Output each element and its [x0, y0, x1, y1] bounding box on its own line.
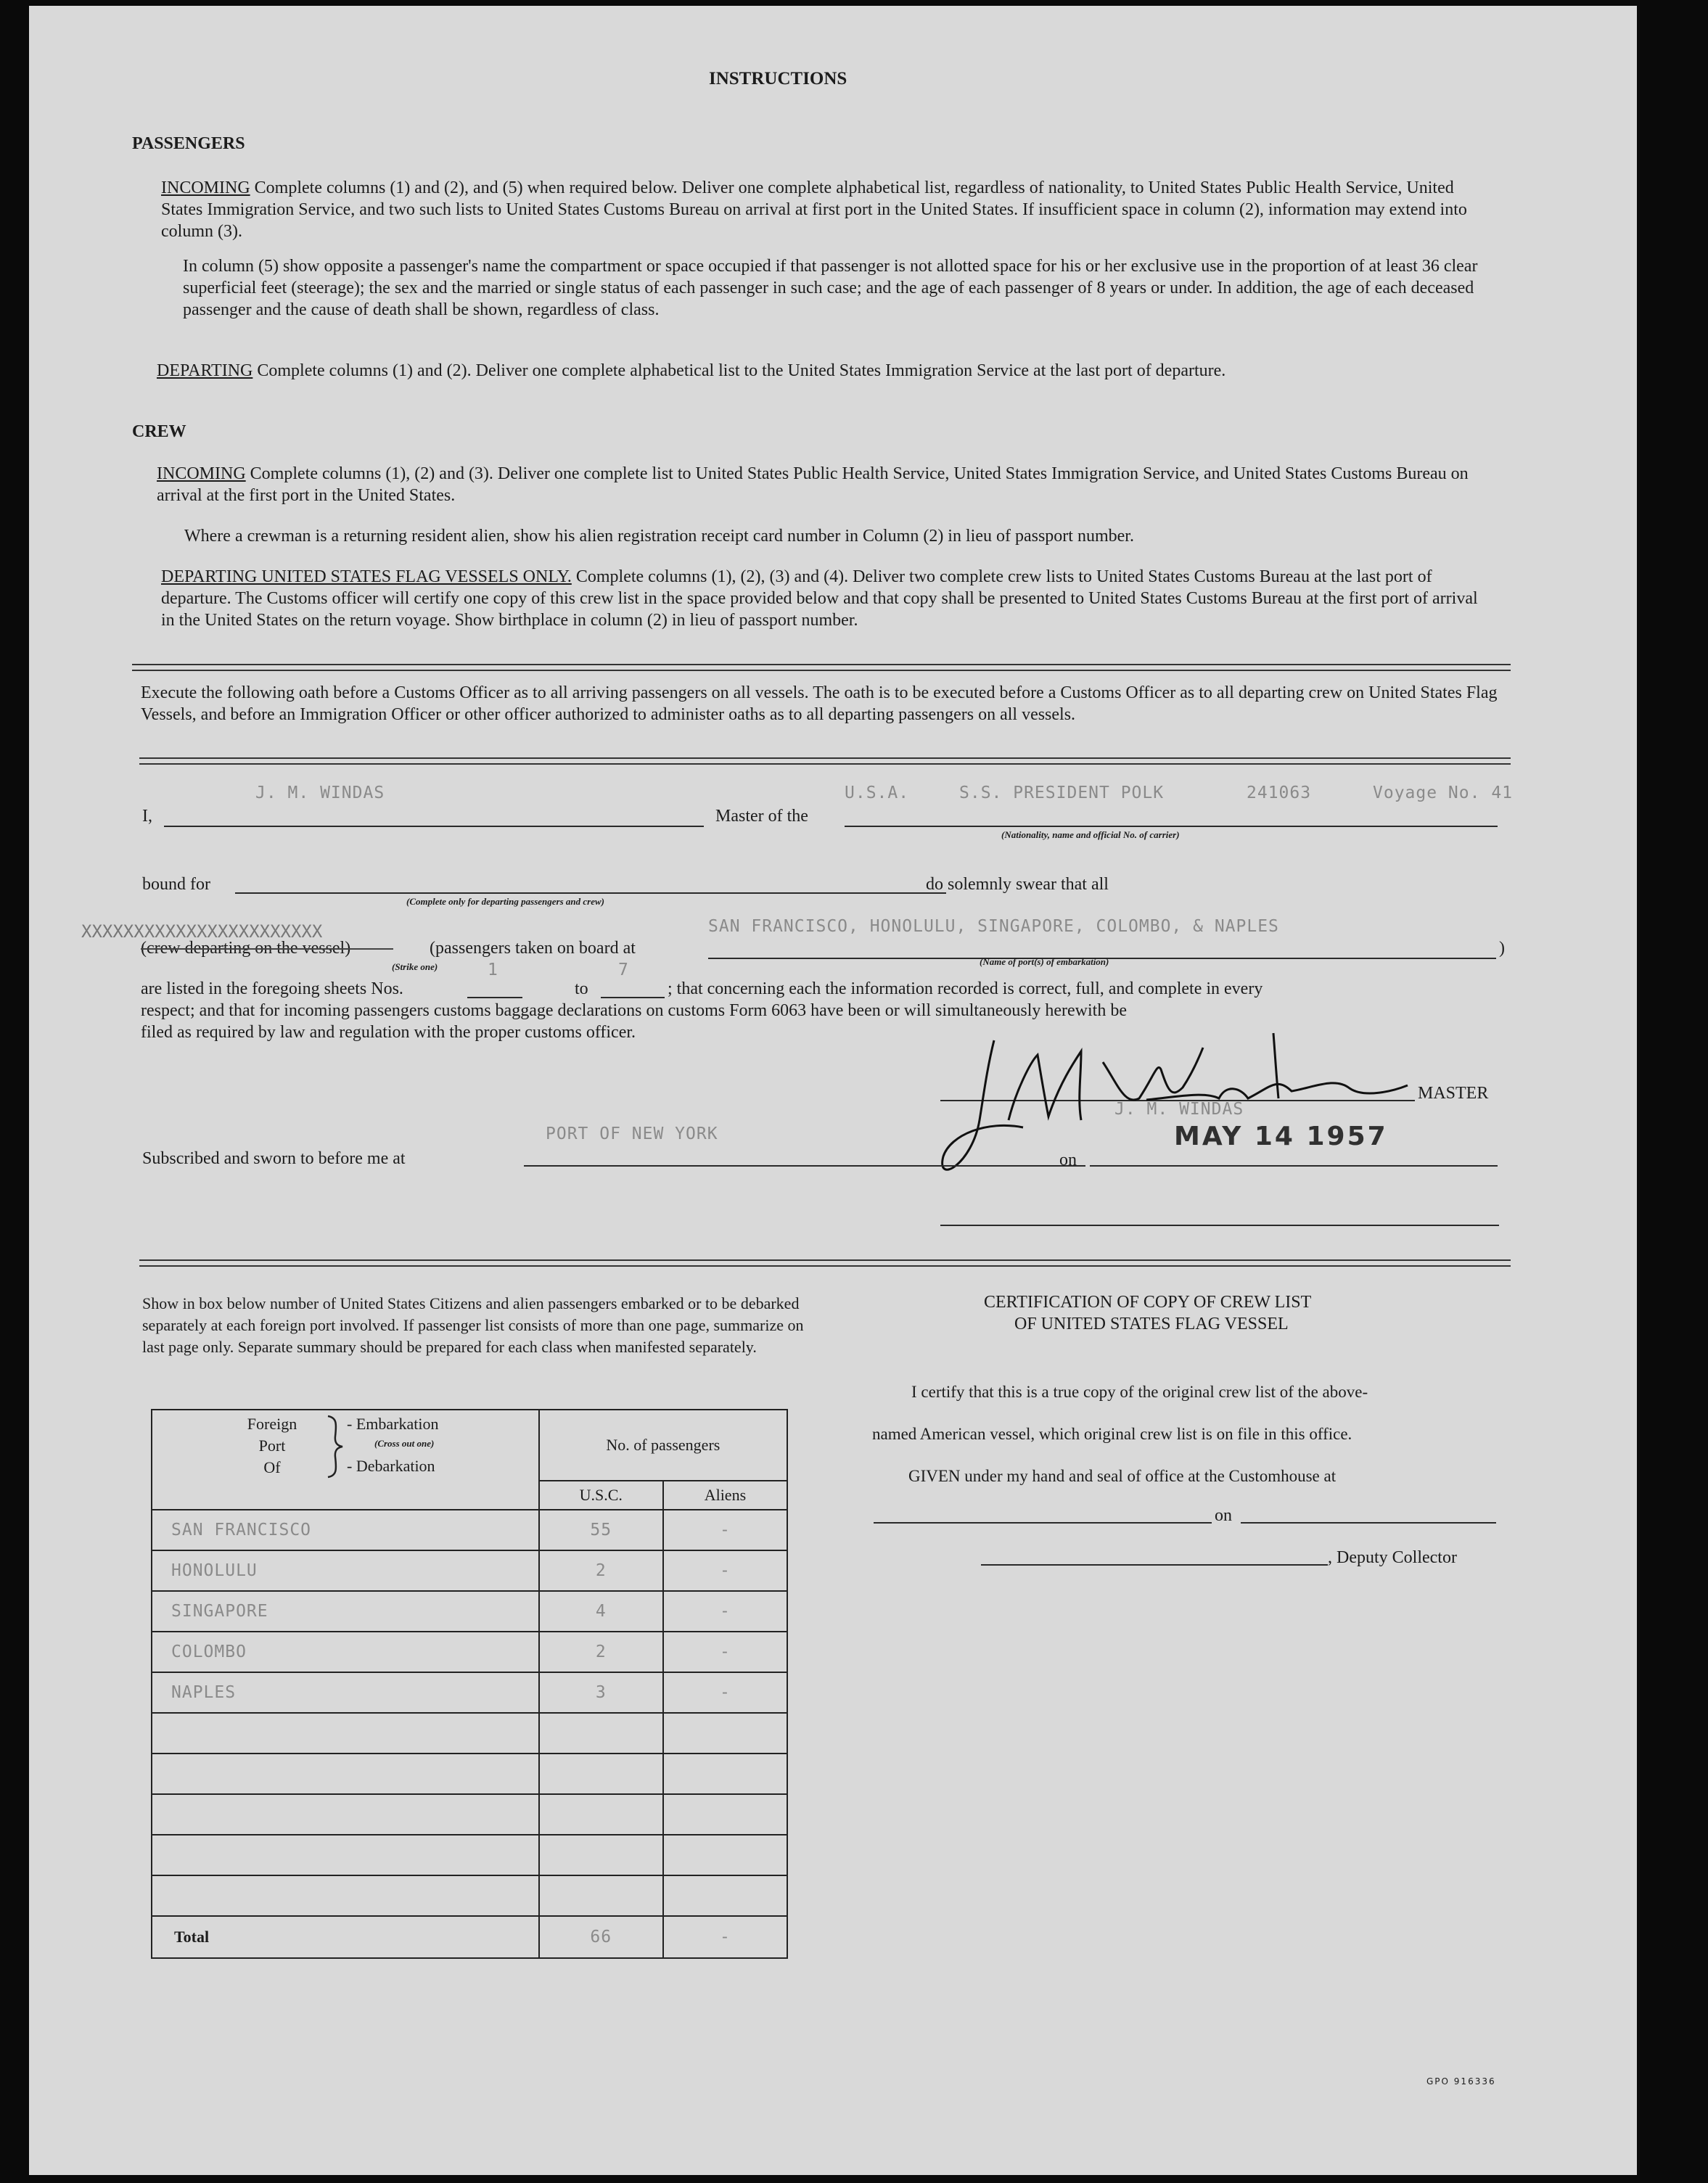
sheet-from-line: [467, 997, 522, 998]
divider-rule: [139, 757, 1511, 765]
crew-incoming-text: Complete columns (1), (2) and (3). Deliver one complete list to United States Public Health Service, United States Immigration Service, and United States Customs Bureau on arrival at the first port in the United States.: [157, 464, 1469, 505]
embarkation-ports: SAN FRANCISCO, HONOLULU, SINGAPORE, COLOMBO, & NAPLES: [708, 917, 1279, 936]
sworn-port: PORT OF NEW YORK: [546, 1125, 718, 1143]
crew-resident-paragraph: Where a crewman is a returning resident alien, show his alien registration receipt card number in Column (2) in lieu of passport number.: [184, 527, 1134, 546]
passengers-departing-label: DEPARTING: [157, 361, 253, 380]
certification-line-2: named American vessel, which original crew list is on file in this office.: [872, 1425, 1352, 1443]
page-title: INSTRUCTIONS: [709, 69, 847, 89]
total-label: Total: [152, 1916, 539, 1958]
customhouse-line: [874, 1522, 1212, 1524]
vessel-nationality: U.S.A.: [845, 784, 910, 802]
crew-departing-text: Complete columns (1), (2), (3) and (4). Deliver two complete crew lists to United States Customs Bureau at the last port of departure. The Customs officer will certify one copy of this crew list in the space provided below and that copy shall be presented to United States Customs Bureau at the first port of arrival in the United States on the return voyage. Show birthplace in column (2) in lieu of passport number.: [161, 567, 1478, 630]
port-cell: SAN FRANCISCO: [171, 1521, 312, 1539]
strike-caption: (Strike one): [392, 961, 438, 972]
port-header: [232, 1413, 312, 1479]
aliens-cell: [663, 1835, 787, 1875]
port-cell: NAPLES: [171, 1683, 237, 1702]
aliens-header: Aliens: [663, 1481, 787, 1510]
table-row: [152, 1754, 787, 1794]
voyage-number: Voyage No. 41: [1373, 784, 1514, 802]
subscribed-label: Subscribed and sworn to before me at: [142, 1149, 406, 1168]
aliens-cell: [663, 1875, 787, 1916]
port-header-line2: Port: [258, 1436, 286, 1455]
crew-departing-paragraph: [161, 566, 1489, 631]
deputy-line: [981, 1564, 1328, 1566]
divider-rule: [132, 664, 1511, 671]
master-name-line: [164, 826, 704, 827]
table-row: [152, 1672, 787, 1713]
total-usc: 66: [590, 1928, 612, 1946]
aliens-cell: [663, 1794, 787, 1835]
total-row: [152, 1916, 787, 1958]
table-row: [152, 1835, 787, 1875]
port-cell: COLOMBO: [171, 1643, 247, 1661]
certification-line-3: GIVEN under my hand and seal of office at the Customhouse at: [908, 1467, 1337, 1485]
gpo-code: GPO 916336: [1426, 2076, 1496, 2087]
certification-date-line: [1241, 1522, 1496, 1524]
cross-out-caption: (Cross out one): [374, 1438, 435, 1449]
document-page: [29, 6, 1637, 2175]
date-line: [1090, 1165, 1498, 1167]
oath-line3: filed as required by law and regulation with the proper customs officer.: [141, 1023, 636, 1042]
passengers-incoming-paragraph: [161, 177, 1489, 242]
passengers-column5-paragraph: In column (5) show opposite a passenger's name the compartment or space occupied if that passenger is not allotted space for his or her exclusive use in the proportion of at least 36 clear superficial feet (steerage); the sex and the married or single status of each passenger in such case; and the age of each passenger of 8 years or under. In addition, the age of each deceased passenger and the cause of death shall be shown, regardless of class.: [183, 257, 1478, 319]
aliens-cell: -: [719, 1643, 731, 1661]
vessel-name: S.S. PRESIDENT POLK: [959, 784, 1165, 802]
passengers-taken-label: (passengers taken on board at: [430, 939, 636, 958]
embarkation-label: - Embarkation: [347, 1415, 439, 1433]
table-row: [152, 1632, 787, 1672]
table-row: [152, 1794, 787, 1835]
swear-label: do solemnly swear that all: [926, 875, 1109, 894]
usc-cell: [539, 1875, 663, 1916]
passengers-heading: PASSENGERS: [132, 134, 245, 153]
ports-caption: (Name of port(s) of embarkation): [980, 956, 1109, 967]
aliens-cell: -: [719, 1561, 731, 1580]
aliens-cell: -: [719, 1602, 731, 1621]
port-cell: HONOLULU: [171, 1561, 258, 1580]
aliens-cell: [663, 1754, 787, 1794]
passenger-summary-table: [151, 1409, 788, 1959]
vessel-line: [845, 826, 1498, 827]
sheet-from: 1: [488, 961, 498, 979]
sheet-to-line: [601, 997, 665, 998]
usc-header: U.S.C.: [539, 1481, 663, 1510]
brace-icon: [325, 1415, 345, 1479]
crew-heading: CREW: [132, 422, 186, 441]
master-label: MASTER: [1418, 1084, 1489, 1103]
crew-departing-label: (crew departing on the vessel): [141, 939, 351, 958]
usc-cell: 4: [595, 1602, 607, 1621]
strike-through-line: [141, 948, 393, 950]
table-row: [152, 1550, 787, 1591]
aliens-cell: -: [719, 1521, 731, 1539]
passengers-departing-paragraph: [157, 360, 1489, 382]
sheets-rest: ; that concerning each the information recorded is correct, full, and complete in every: [668, 979, 1263, 998]
sworn-port-line: [524, 1165, 1085, 1167]
port-header-line1: Foreign: [247, 1415, 297, 1433]
sheets-label: are listed in the foregoing sheets Nos.: [141, 979, 403, 998]
oath-intro: Execute the following oath before a Customs Officer as to all arriving passengers on all vessels. The oath is to be executed before a Customs Officer as to all departing crew on United States Flag Vessels, and before an Immigration Officer or other officer authorized to administer oaths as to all departing passengers on all vessels.: [141, 683, 1498, 724]
usc-cell: [539, 1794, 663, 1835]
usc-cell: 2: [595, 1643, 607, 1661]
master-name-field: J. M. WINDAS: [255, 784, 385, 802]
struck-text: XXXXXXXXXXXXXXXXXXXXXXX: [81, 921, 323, 942]
divider-rule: [139, 1259, 1511, 1267]
deputy-collector-label: , Deputy Collector: [1328, 1548, 1457, 1567]
on-label: on: [1059, 1151, 1077, 1169]
usc-cell: [539, 1754, 663, 1794]
certification-title-2: OF UNITED STATES FLAG VESSEL: [1014, 1315, 1289, 1333]
typed-signature: J. M. WINDAS: [1114, 1100, 1244, 1119]
crew-incoming-label: INCOMING: [157, 464, 246, 483]
port-header-line3: Of: [263, 1458, 281, 1476]
nationality-caption: (Nationality, name and official No. of carrier): [1001, 829, 1180, 840]
port-cell: [152, 1875, 539, 1916]
usc-cell: [539, 1713, 663, 1754]
certification-line-1: I certify that this is a true copy of the original crew list of the above-: [911, 1383, 1368, 1401]
port-cell: [152, 1754, 539, 1794]
table-row: [152, 1510, 787, 1550]
port-cell: [152, 1713, 539, 1754]
close-paren: ): [1499, 939, 1505, 958]
table-row: [152, 1591, 787, 1632]
bound-caption: (Complete only for departing passengers and crew): [406, 896, 604, 907]
total-aliens: -: [719, 1928, 731, 1946]
certification-on-label: on: [1215, 1506, 1232, 1525]
oath-i-label: I,: [142, 807, 152, 826]
debarkation-label: - Debarkation: [347, 1457, 435, 1475]
bound-for-line: [235, 892, 946, 894]
usc-cell: 3: [595, 1683, 607, 1702]
usc-cell: 2: [595, 1561, 607, 1580]
port-cell: [152, 1835, 539, 1875]
crew-incoming-paragraph: [157, 463, 1489, 506]
date-stamp: MAY 14 1957: [1174, 1122, 1388, 1151]
bound-for-label: bound for: [142, 875, 210, 894]
no-passengers-header: No. of passengers: [539, 1410, 787, 1481]
officer-line: [940, 1225, 1499, 1226]
usc-cell: 55: [590, 1521, 612, 1539]
summary-intro: Show in box below number of United States Citizens and alien passengers embarked or to be debarked separately at each foreign port involved. If passenger list consists of more than one page, summarize on last page only. Separate summary should be prepared for each class when manifested separately.: [142, 1294, 804, 1356]
oath-line2: respect; and that for incoming passengers customs baggage declarations on customs Form 6063 have been or will simultaneously herewith be: [141, 1001, 1127, 1020]
master-of-label: Master of the: [715, 807, 808, 826]
vessel-official-no: 241063: [1247, 784, 1312, 802]
crew-departing-label: DEPARTING UNITED STATES FLAG VESSELS ONLY.: [161, 567, 572, 586]
aliens-cell: [663, 1713, 787, 1754]
sheet-to: 7: [618, 961, 629, 979]
passengers-incoming-text: Complete columns (1) and (2), and (5) when required below. Deliver one complete alphabetical list, regardless of nationality, to United States Public Health Service, United States Immigration Service, and two such lists to United States Customs Bureau on arrival at first port in the United States. If insufficient space in column (2), information may extend into column (3).: [161, 178, 1467, 241]
usc-cell: [539, 1835, 663, 1875]
to-label: to: [575, 979, 588, 998]
port-header-cell: [152, 1410, 539, 1510]
table-row: [152, 1875, 787, 1916]
aliens-cell: -: [719, 1683, 731, 1702]
port-cell: SINGAPORE: [171, 1602, 268, 1621]
passengers-departing-text: Complete columns (1) and (2). Deliver one complete alphabetical list to the United States Immigration Service at the last port of departure.: [257, 361, 1226, 380]
table-row: [152, 1713, 787, 1754]
passengers-incoming-label: INCOMING: [161, 178, 250, 197]
certification-title-1: CERTIFICATION OF COPY OF CREW LIST: [984, 1293, 1312, 1312]
port-cell: [152, 1794, 539, 1835]
